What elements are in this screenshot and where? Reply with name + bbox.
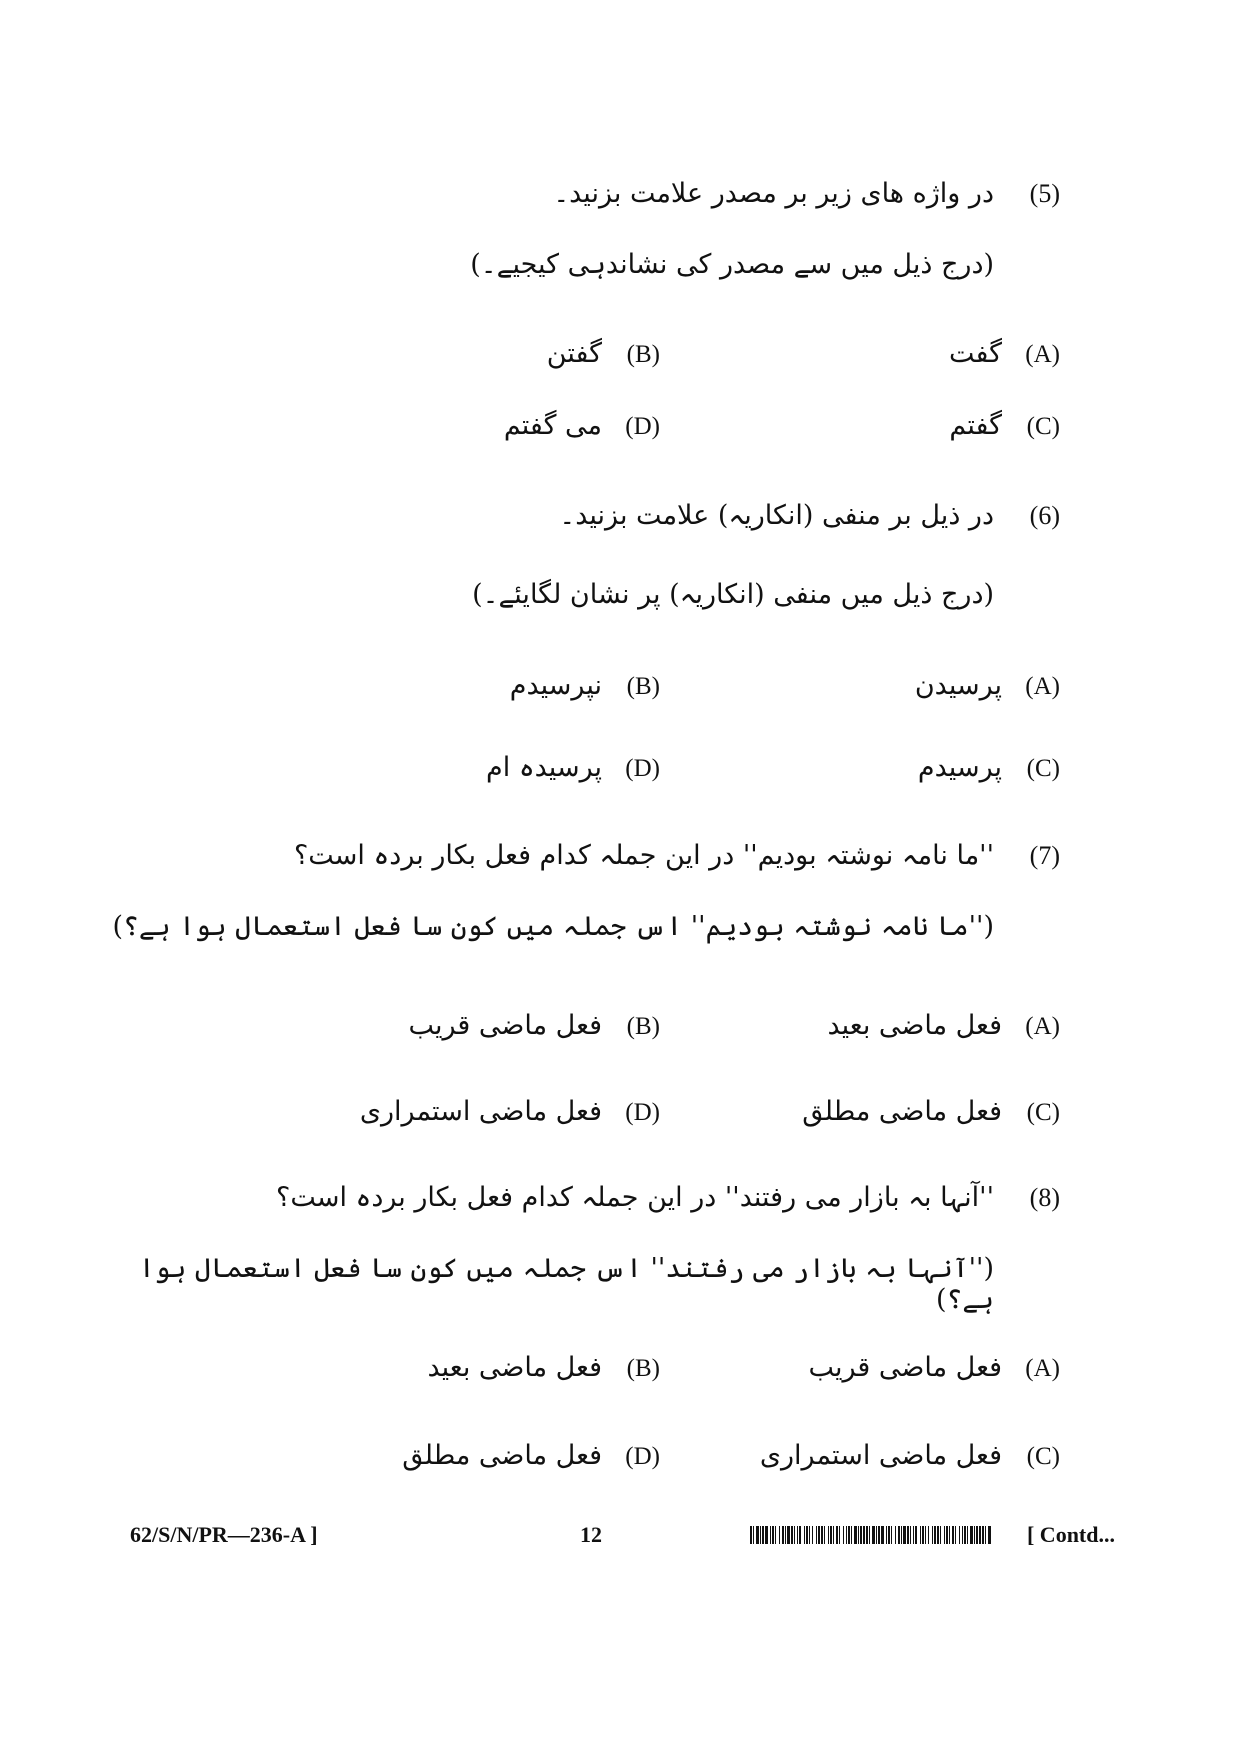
option-letter: (B) <box>626 673 660 700</box>
option-letter: (D) <box>625 755 660 782</box>
question-text-persian: در واژه های زیر بر مصدر علامت بزنید۔ <box>553 178 994 209</box>
option-text: می گفتم <box>503 410 602 441</box>
question-6 <box>80 500 1060 610</box>
option-letter: (A) <box>1025 673 1060 700</box>
option-letter: (B) <box>626 1355 660 1382</box>
page-number: 12 <box>580 1522 602 1547</box>
option-letter: (D) <box>625 413 660 440</box>
option-b <box>547 338 660 369</box>
option-letter: (C) <box>1026 1443 1060 1470</box>
question-text-persian: ''ما نامہ نوشتہ بودیم'' در این جملہ کدام فعل بکار بردہ است؟ <box>293 840 994 871</box>
option-c <box>949 410 1060 441</box>
question-text-persian: ''آنہا بہ بازار می رفتند'' در این جملہ کدام فعل بکار بردہ است؟ <box>275 1182 994 1213</box>
question-text-urdu: (''آنہا بہ بازار می رفتند'' اس جملہ میں کون سا فعل استعمال ہوا ہے؟) <box>138 1253 994 1315</box>
option-a <box>949 338 1060 369</box>
option-a <box>809 1352 1061 1383</box>
option-d <box>486 752 660 783</box>
option-text: فعل ماضی استمراری <box>759 1440 1002 1471</box>
option-b <box>510 670 660 701</box>
question-number: (5) <box>1029 179 1060 208</box>
option-letter: (B) <box>626 341 660 368</box>
option-c <box>802 1096 1060 1127</box>
question-number: (6) <box>1029 501 1060 530</box>
option-text: نپرسیدم <box>509 670 602 701</box>
question-text-persian: در ذیل بر منفی (انکاریہ) علامت بزنید۔ <box>559 500 994 531</box>
option-letter: (A) <box>1025 1355 1060 1382</box>
option-a <box>915 670 1060 701</box>
option-letter: (B) <box>626 1013 660 1040</box>
question-text-urdu: (''ما نامہ نوشتہ بودیم'' اس جملہ میں کون سا فعل استعمال ہوا ہے؟) <box>112 911 994 942</box>
option-text: فعل ماضی استمراری <box>359 1096 602 1127</box>
option-text: گفتن <box>546 338 602 369</box>
paper-code: 62/S/N/PR—236-A ] <box>130 1522 318 1547</box>
option-letter: (A) <box>1025 1013 1060 1040</box>
option-letter: (A) <box>1025 341 1060 368</box>
option-letter: (D) <box>625 1443 660 1470</box>
option-text: فعل ماضی قریب <box>408 1010 602 1041</box>
option-d <box>360 1096 660 1127</box>
continued-label: [ Contd... <box>1026 1522 1115 1547</box>
question-text-urdu: (درج ذیل میں منفی (انکاریہ) پر نشان لگایئے۔) <box>472 579 994 610</box>
barcode-image <box>750 1526 992 1544</box>
option-letter: (C) <box>1026 413 1060 440</box>
option-a <box>827 1010 1060 1041</box>
option-text: پرسیدم <box>917 752 1002 783</box>
option-text: فعل ماضی مطلق <box>802 1096 1002 1127</box>
option-d <box>504 410 660 441</box>
page-footer <box>130 1522 1115 1552</box>
option-b <box>409 1010 661 1041</box>
option-letter: (D) <box>625 1099 660 1126</box>
option-text: پرسیدہ ام <box>486 752 602 783</box>
option-text: پرسیدن <box>914 670 1002 701</box>
question-number: (8) <box>1029 1183 1060 1212</box>
option-text: فعل ماضی بعید <box>827 1010 1002 1041</box>
question-text-urdu: (درج ذیل میں سے مصدر کی نشاندہی کیجیے۔) <box>470 249 994 280</box>
option-d <box>402 1440 660 1471</box>
option-text: فعل ماضی مطلق <box>402 1440 602 1471</box>
option-text: فعل ماضی قریب <box>808 1352 1002 1383</box>
option-text: فعل ماضی بعید <box>427 1352 602 1383</box>
option-letter: (C) <box>1026 755 1060 782</box>
question-5 <box>80 178 1060 280</box>
option-text: گفتم <box>949 410 1002 441</box>
question-8 <box>80 1182 1060 1315</box>
option-text: گفت <box>948 338 1002 369</box>
question-7 <box>80 840 1060 942</box>
option-c <box>760 1440 1060 1471</box>
option-b <box>427 1352 660 1383</box>
option-c <box>918 752 1060 783</box>
option-letter: (C) <box>1026 1099 1060 1126</box>
question-number: (7) <box>1029 841 1060 870</box>
